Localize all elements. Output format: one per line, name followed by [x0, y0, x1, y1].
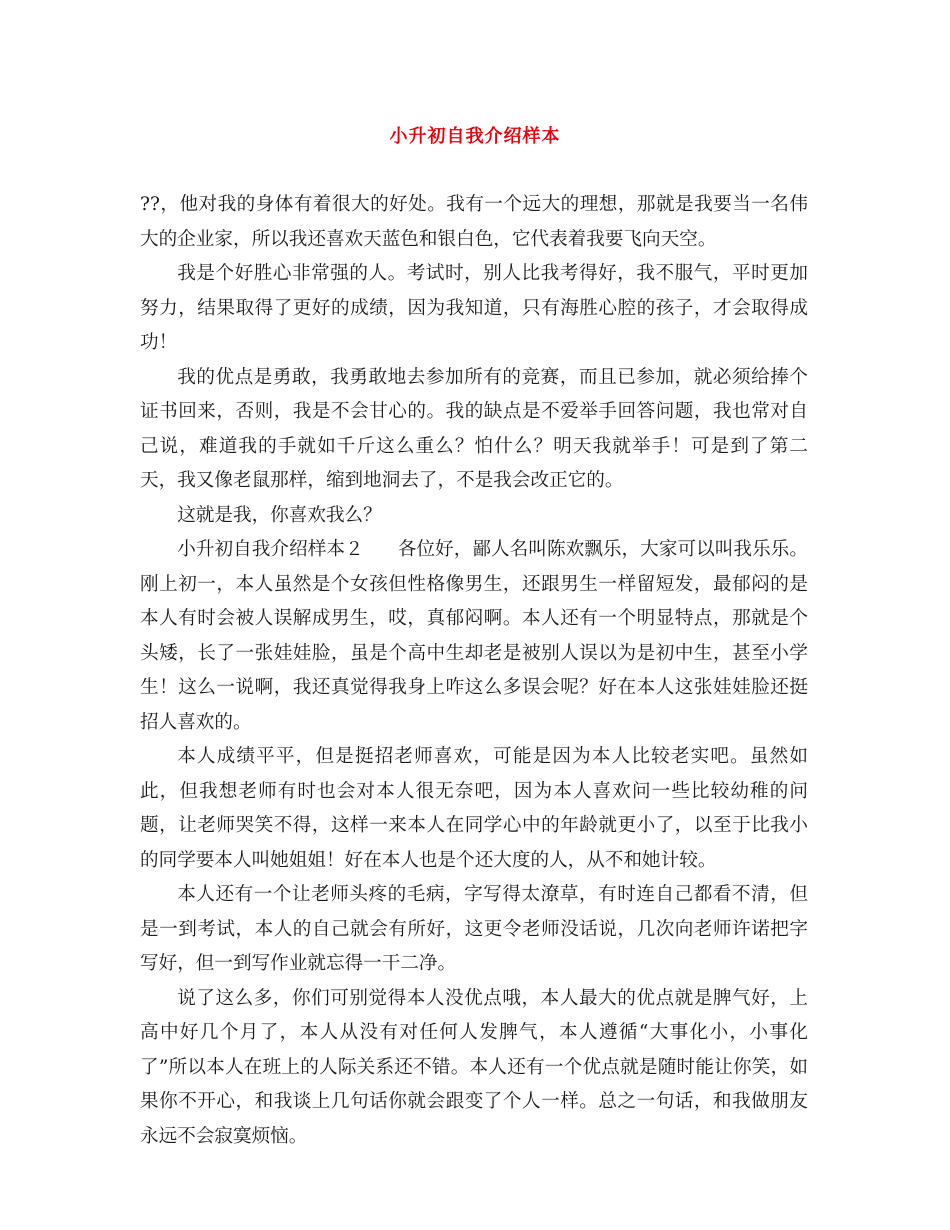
- section-2-heading: 小升初自我介绍样本２: [177, 539, 364, 560]
- paragraph-1: ??，他对我的身体有着很大的好处。我有一个远大的理想，那就是我要当一名伟大的企业家，所以我还喜欢天蓝色和银白色，它代表着我要飞向天空。: [140, 194, 808, 250]
- paragraph-3: 我的优点是勇敢，我勇敢地去参加所有的竞赛，而且已参加，就必须给捧个证书回来，否则，我是不会甘心的。我的缺点是不爱举手回答问题，我也常对自己说，难道我的手就如千斤这么重么？怕什么？明天我就举手！可是到了第二天，我又像老鼠那样，缩到地洞去了，不是我会改正它的。: [140, 366, 808, 491]
- document-body: [140, 188, 808, 1154]
- paragraph-8: 说了这么多，你们可别觉得本人没优点哦，本人最大的优点就是脾气好，上高中好几个月了，本人从没有对任何人发脾气，本人遵循“大事化小，小事化了”所以本人在班上的人际关系还不错。本人还有一个优点就是随时能让你笑，如果你不开心，和我谈上几句话你就会跟变了个人一样。总之一句话，和我做朋友永远不会寂寞烦恼。: [140, 987, 808, 1147]
- paragraph-4: 这就是我，你喜欢我么？: [177, 504, 382, 526]
- paragraph-2: 我是个好胜心非常强的人。考试时，别人比我考得好，我不服气，平时更加努力，结果取得了更好的成绩，因为我知道，只有海胜心腔的孩子，才会取得成功！: [140, 263, 808, 353]
- section-2-lead: 各位好，鄙人名叫陈欢飘乐，大家可以叫我乐乐。刚上初一，本人虽然是个女孩但性格像男生，还跟男生一样留短发，最郁闷的是本人有时会被人误解成男生，哎，真郁闷啊。本人还有一个明显特点，那就是个头矮，长了一张娃娃脸，虽是个高中生却老是被别人误以为是初中生，甚至小学生！这么一说啊，我还真觉得我身上咋这么多误会呢？好在本人这张娃娃脸还挺招人喜欢的。: [140, 539, 808, 733]
- paragraph-6: 本人成绩平平，但是挺招老师喜欢，可能是因为本人比较老实吧。虽然如此，但我想老师有时也会对本人很无奈吧，因为本人喜欢问一些比较幼稚的问题，让老师哭笑不得，这样一来本人在同学心中的年龄就更小了，以至于比我小的同学要本人叫她姐姐！好在本人也是个还大度的人，从不和她计较。: [140, 746, 808, 871]
- paragraph-7: 本人还有一个让老师头疼的毛病，字写得太潦草，有时连自己都看不清，但是一到考试，本人的自己就会有所好，这更令老师没话说，几次向老师许诺把字写好，但一到写作业就忘得一干二净。: [140, 884, 808, 974]
- section-2-paragraph: [140, 533, 808, 740]
- document-title: 小升初自我介绍样本: [389, 126, 561, 147]
